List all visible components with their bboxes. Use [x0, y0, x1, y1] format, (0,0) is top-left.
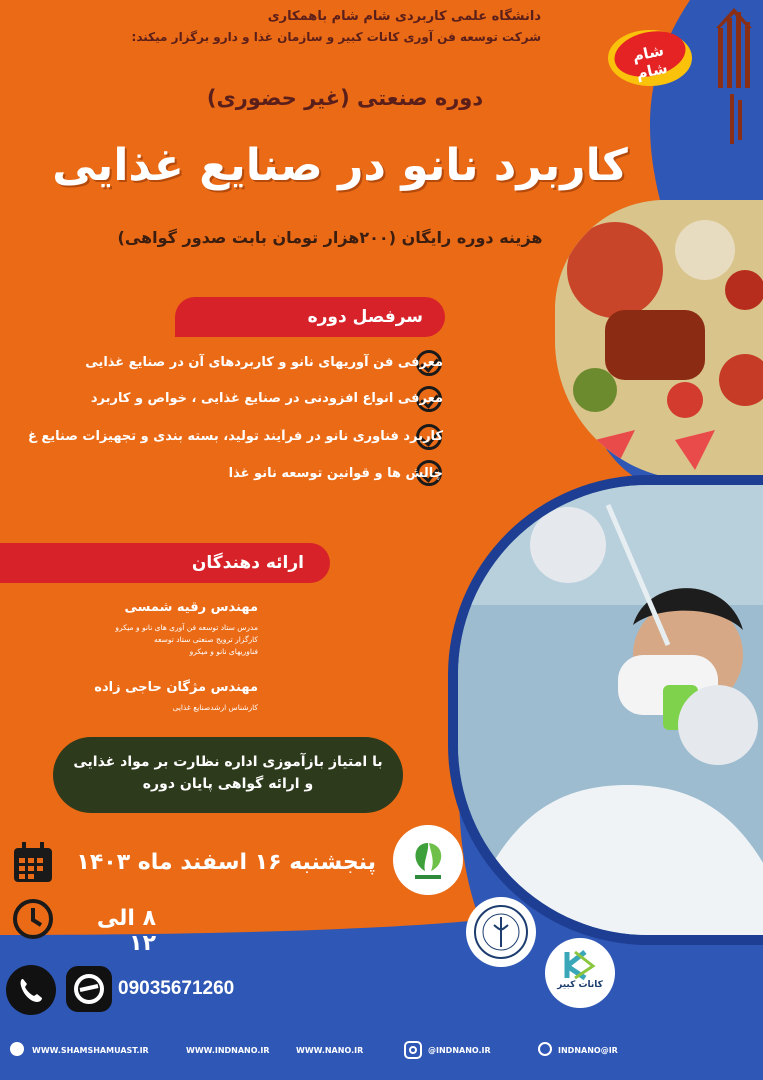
course-cost: هزینه دوره رایگان (۲۰۰هزار تومان بابت صدور گواهی) — [117, 228, 543, 247]
kanat-kabir-text: کانات کبیر — [557, 980, 603, 990]
instagram-handle[interactable]: @INDNANO.IR — [428, 1046, 491, 1055]
website-2[interactable]: WWW.INDNANO.IR — [186, 1046, 270, 1055]
course-title: کاربرد نانو در صنایع غذایی — [52, 140, 628, 191]
website-3[interactable]: WWW.NANO.IR — [296, 1046, 364, 1055]
phone-number[interactable]: 09035671260 — [118, 978, 235, 999]
presenter-name: مهندس رقیه شمسی — [124, 600, 258, 615]
clock-icon — [12, 898, 54, 940]
scientist-photo — [448, 475, 763, 945]
certificate-line-1: با امتیاز بازآموزی اداره نظارت بر مواد غذایی — [73, 754, 383, 770]
university-logo — [712, 8, 756, 148]
certificate-line-2: و ارائه گواهی پایان دوره — [142, 776, 314, 792]
kanat-kabir-logo — [545, 938, 615, 1008]
instagram-icon — [404, 1041, 422, 1059]
calendar-icon — [12, 842, 54, 884]
syllabus-heading-pill — [175, 297, 445, 337]
presenter-name: مهندس مژگان حاجی زاده — [94, 680, 258, 695]
syllabus-item: معرفی انواع افزودنی در صنایع غذایی ، خواص و کاربرد — [90, 391, 443, 406]
presenter-title-line: کارگزار ترویج صنعتی ستاد توسعه — [153, 635, 258, 644]
eitaa-icon[interactable] — [66, 966, 112, 1012]
presenter-title-line: فناوریهای نانو و میکرو — [189, 647, 258, 656]
course-type: دوره صنعتی (غیر حضوری) — [206, 86, 484, 110]
syllabus-item: معرفی فن آوریهای نانو و کاربردهای آن در صنایع غذایی — [85, 355, 443, 370]
event-date: پنجشنبه ۱۶ اسفند ماه ۱۴۰۳ — [76, 850, 376, 875]
certificate-box — [53, 737, 403, 813]
presenters-heading: ارائه دهندگان — [191, 553, 304, 573]
telegram-icon — [538, 1042, 552, 1056]
syllabus-heading: سرفصل دوره — [307, 307, 423, 327]
header-line-1: دانشگاه علمی کاربردی شام شام باهمکاری — [267, 9, 541, 24]
shamsham-logo-text: شام شام — [630, 41, 670, 83]
syllabus-item: کاربرد فناوری نانو در فرآیند تولید، بسته بندی و تجهیزات صنایع غ — [27, 429, 443, 444]
telegram-handle[interactable]: INDNANO@IR — [558, 1046, 618, 1055]
phone-icon[interactable] — [6, 965, 56, 1015]
event-time: ۸ الی ۱۲ — [96, 906, 156, 956]
syllabus-item: چالش ها و قوانین توسعه نانو غذا — [228, 466, 443, 481]
presenter-title-line: مدرس ستاد توسعه فن آوری های نانو و میکرو — [115, 623, 258, 632]
header-line-2: شرکت توسعه فن آوری کانات کبیر و سازمان غذا و دارو برگزار میکند: — [131, 30, 541, 44]
food-drug-org-logo — [466, 897, 536, 967]
shamsham-logo — [604, 22, 696, 90]
globe-icon — [10, 1042, 24, 1056]
nano-food-logo — [393, 825, 463, 895]
presenters-heading-pill — [0, 543, 330, 583]
presenter-title-line: کارشناس ارشدصنایع غذایی — [172, 703, 258, 712]
website-1[interactable]: WWW.SHAMSHAMUAST.IR — [32, 1046, 149, 1055]
